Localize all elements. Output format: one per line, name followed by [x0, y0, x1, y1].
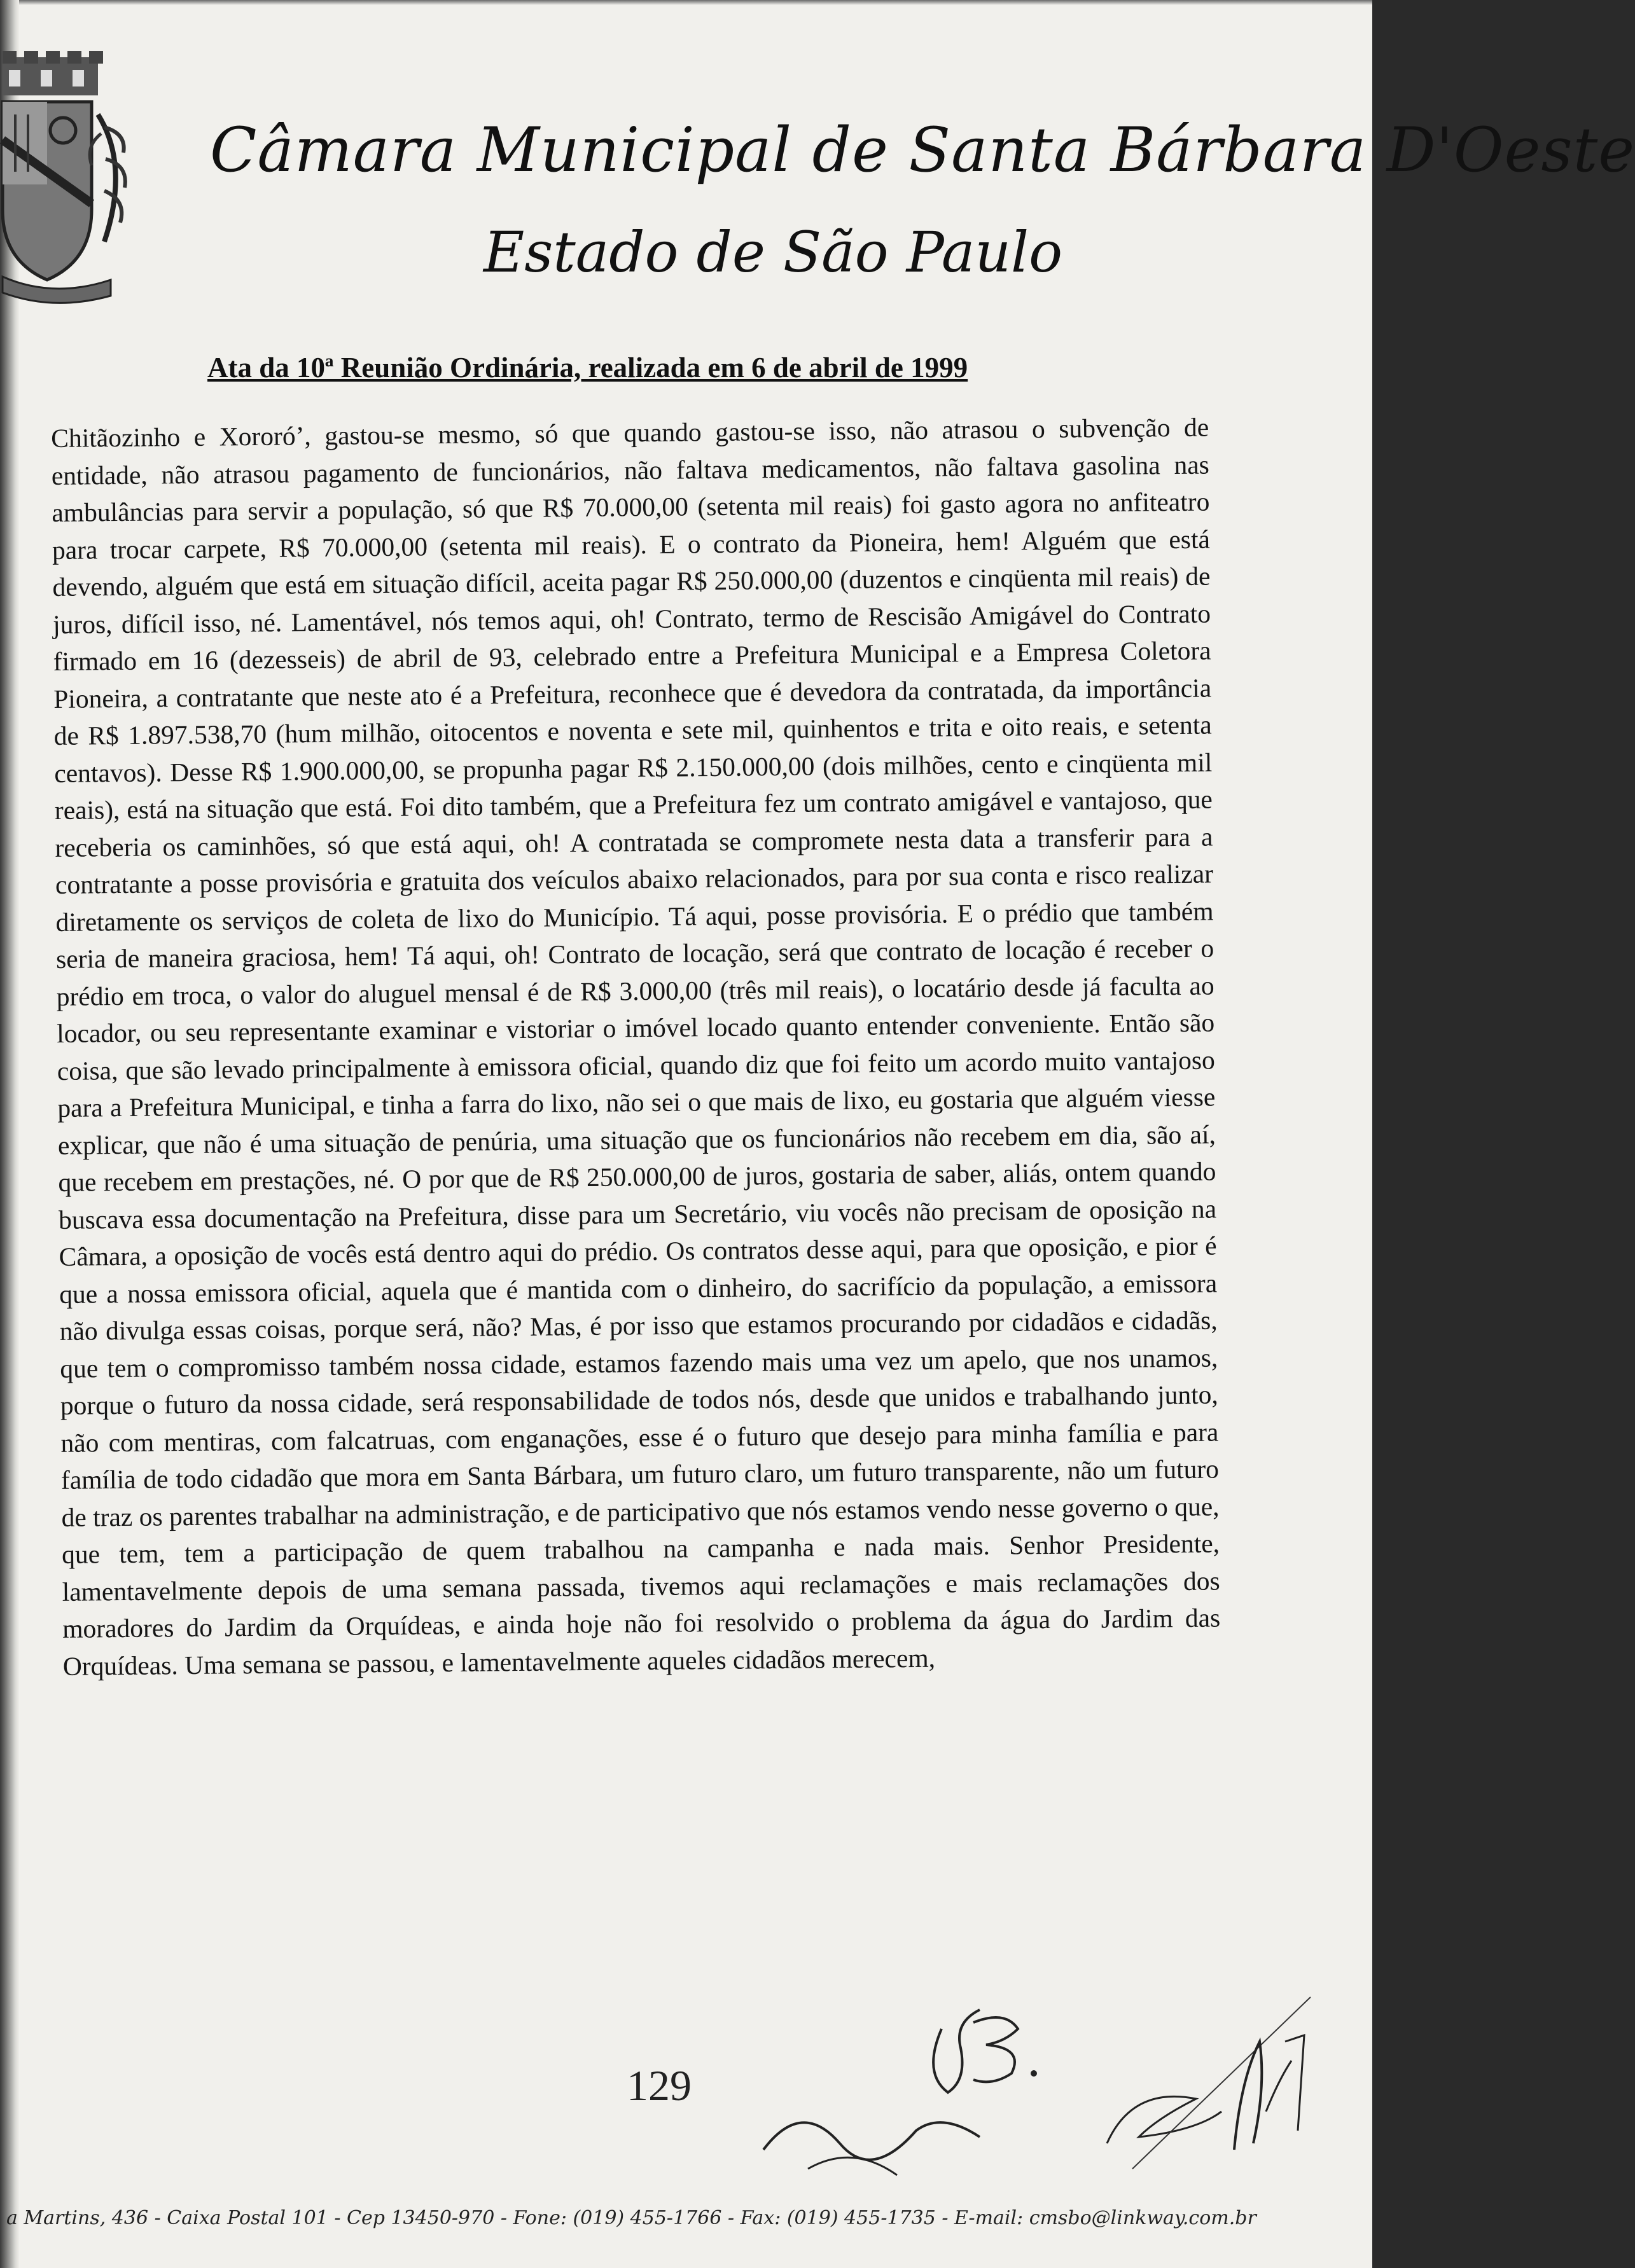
chamber-name-heading: Câmara Municipal de Santa Bárbara D'Oeste [210, 114, 1635, 186]
municipal-coat-of-arms-icon [3, 51, 130, 305]
state-subheading: Estado de São Paulo [484, 219, 1063, 285]
minutes-body-text: Chitãozinho e Xororó’, gastou-se mesmo, só que quando gastou-se isso, não atrasou o subvenção de entidade, não atrasou pagamento de funcionários, não faltava medicamentos, não faltava gasolina nas ambulâncias para servir a população, só que R$ 70.000,00 (setenta mil reais) foi gasto agora no anfiteatro para trocar carpete, R$ 70.000,00 (setenta mil reais). E o contrato da Pioneira, hem! Alguém que está devendo, alguém que está em situação difícil, aceita pagar R$ 250.000,00 (duzentos e cinqüenta mil reais) de juros, difícil isso, né. Lamentável, nós temos aqui, oh! Contrato, termo de Rescisão Amigável do Contrato firmado em 16 (dezesseis) de abril de 93, celebrado entre a Prefeitura Municipal e a Empresa Coletora Pioneira, a contratante que neste ato é a Prefeitura, reconhece que é devedora da contratada, da importância de R$ 1.897.538,70 (hum milhão, oitocentos e noventa e sete mil, quinhentos e trita e oito reais, e setenta centavos). Desse R$ 1.900.000,00, se propunha pagar R$ 2.150.000,00 (dois milhões, cento e cinqüenta mil reais), está na situação que está. Foi dito também, que a Prefeitura fez um contrato amigável e vantajoso, que receberia os caminhões, só que está aqui, oh! A contratada se compromete nesta data a transferir para a contratante a posse provisória e gratuita dos veículos abaixo relacionados, para por sua conta e risco realizar diretamente os serviços de coleta de lixo do Município. Tá aqui, posse provisória. E o prédio que também seria de maneira graciosa, hem! Tá aqui, oh! Contrato de locação, será que contrato de locação é receber o prédio em troca, o valor do aluguel mensal é de R$ 3.000,00 (três mil reais), o locatário desde já faculta ao locador, ou seu representante examinar e vistoriar o imóvel locado quanto entender conveniente. Então são coisa, que são levado principalmente à emissora oficial, quando diz que foi feito um acordo muito vantajoso para a Prefeitura Municipal, e tinha a farra do lixo, não sei o que mais de lixo, eu gostaria que alguém viesse explicar, que não é uma situação de penúria, uma situação que os funcionários não recebem em dia, são aí, que recebem em prestações, né. O por que de R$ 250.000,00 de juros, gostaria de saber, aliás, ontem quando buscava essa documentação na Prefeitura, disse para um Secretário, viu vocês não precisam de oposição na Câmara, a oposição de vocês está dentro aqui do prédio. Os contratos desse aqui, para que oposição, e pior é que a nossa emissora oficial, aquela que é mantida com o dinheiro, do sacrifício da população, a emissora não divulga essas coisas, porque será, não? Mas, é por isso que estamos procurando por cidadãos e cidadãs, que tem o compromisso também nossa cidade, estamos fazendo mais uma vez um apelo, que nos unamos, porque o futuro da nossa cidade, será responsabilidade de todos nós, desde que unidos e trabalhando junto, não com mentiras, com falcatruas, com enganações, esse é o futuro que desejo para minha família e para família de todo cidadão que mora em Santa Bárbara, um futuro claro, um futuro transparente, não um futuro de traz os parentes trabalhar na administração, e de participativo que nós estamos vendo nesse governo o que, que tem, tem a participação de quem trabalhou na campanha e nada mais. Senhor Presidente, lamentavelmente depois de uma semana passada, tivemos aqui reclamações e mais reclamações dos moradores do Jardim da Orquídeas, e ainda hoje não foi resolvido o problema da água do Jardim das Orquídeas. Uma semana se passou, e lamentavelmente aqueles cidadãos merecem, [51, 412, 1221, 1681]
page-number: 129 [627, 2061, 692, 2110]
handwritten-signature-icon [751, 1984, 1336, 2194]
page-binding-shadow [0, 0, 19, 2268]
footer-address: a Martins, 436 - Caixa Postal 101 - Cep 13450-970 - Fone: (019) 455-1766 - Fax: (019) 455-1735 - E-mail: cmsbo@linkway.com.br [6, 2207, 1256, 2229]
page-top-edge [0, 0, 1372, 5]
minutes-title: Ata da 10ª Reunião Ordinária, realizada em 6 de abril de 1999 [207, 352, 968, 384]
